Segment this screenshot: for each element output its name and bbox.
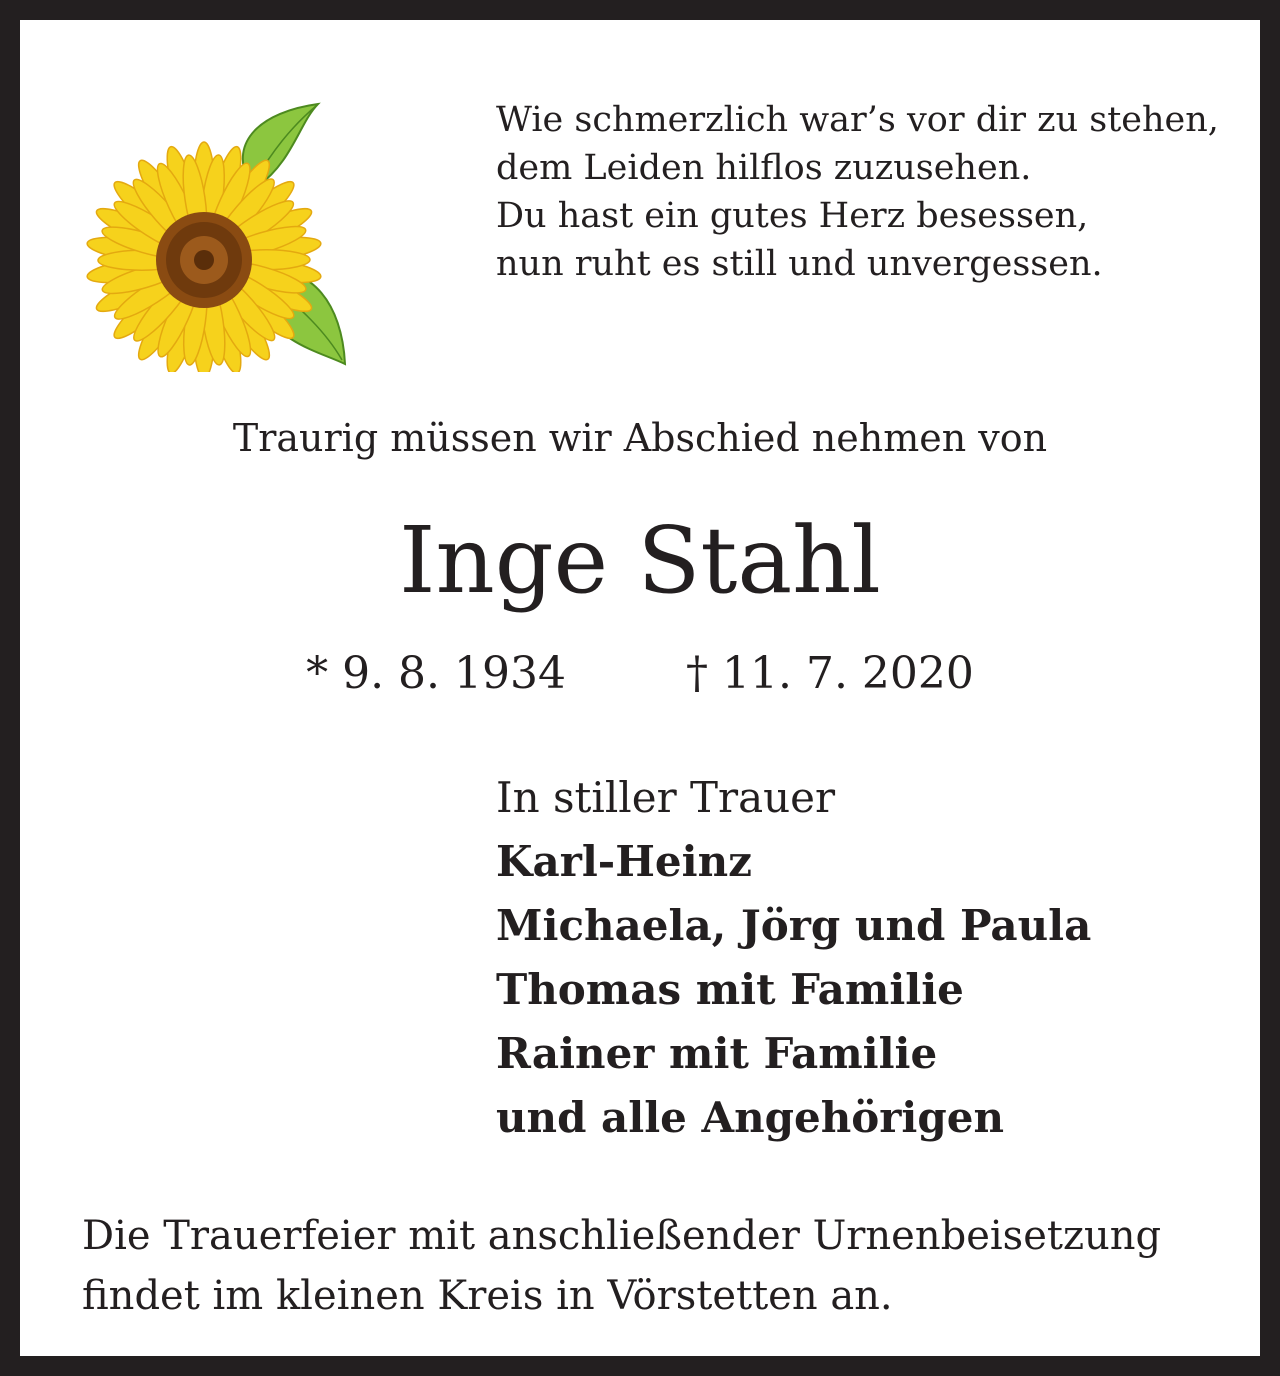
obituary-card <box>20 20 1260 1356</box>
poem-line: nun ruht es still und unvergessen. <box>496 244 1103 284</box>
deceased-name: Inge Stahl <box>399 507 881 614</box>
mourner-line: Michaela, Jörg und Paula <box>496 901 1092 950</box>
closing-line: Die Trauerfeier mit anschließender Urnenbeisetzung <box>82 1213 1162 1259</box>
mourner-line: Karl-Heinz <box>496 837 752 886</box>
mourner-line: Rainer mit Familie <box>496 1029 938 1078</box>
intro-text: Traurig müssen wir Abschied nehmen von <box>232 416 1048 460</box>
closing-text <box>82 1206 1161 1326</box>
sunflower-icon <box>80 82 350 372</box>
closing-line: findet im kleinen Kreis in Vörstetten an. <box>82 1273 893 1319</box>
poem-line: Du hast ein gutes Herz besessen, <box>496 196 1089 236</box>
poem-line: Wie schmerzlich war’s vor dir zu stehen, <box>496 100 1219 140</box>
mourners-block <box>496 766 1091 1150</box>
poem-line: dem Leiden hilflos zuzusehen. <box>496 148 1032 188</box>
death-date: † 11. 7. 2020 <box>686 648 974 699</box>
mourning-heading: In stiller Trauer <box>496 773 836 822</box>
birth-date: * 9. 8. 1934 <box>306 648 566 699</box>
life-dates <box>20 644 1260 704</box>
mourner-line: und alle Angehörigen <box>496 1093 1004 1142</box>
mourner-line: Thomas mit Familie <box>496 965 964 1014</box>
poem <box>496 96 1219 288</box>
